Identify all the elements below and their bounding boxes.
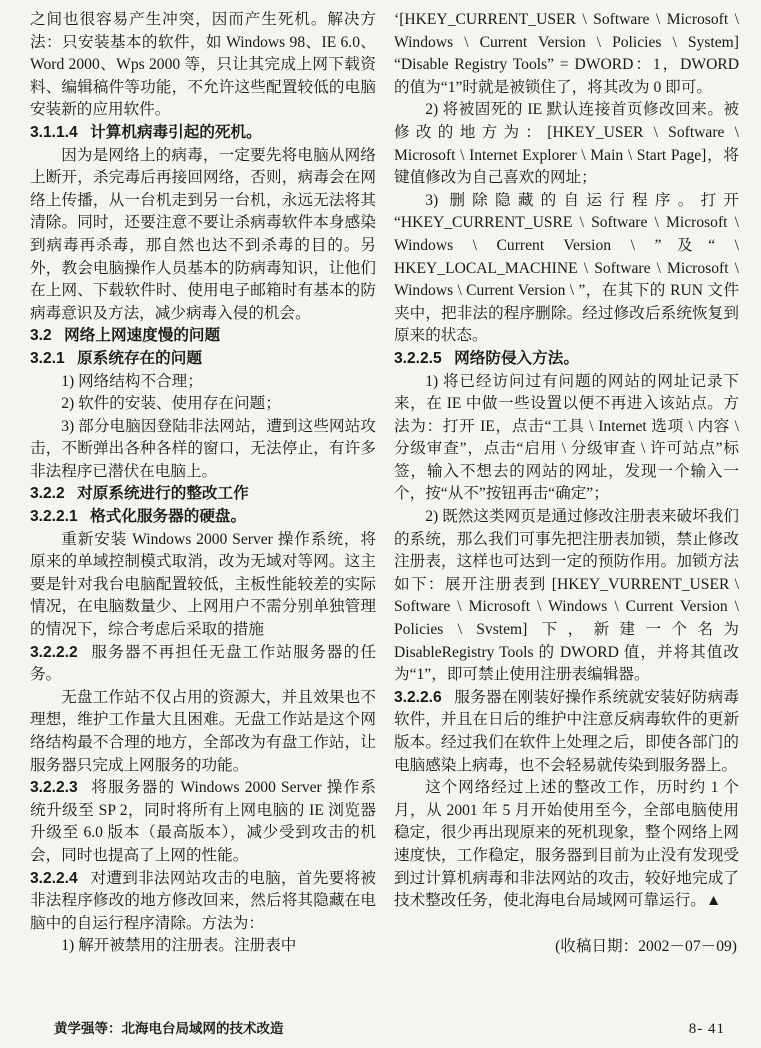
- text-run: 服务器不再担任无盘工作站服务器的任务。: [30, 643, 376, 684]
- section-number: 3.2: [30, 327, 52, 345]
- text-run: 2) 软件的安装、使用存在问题；: [61, 395, 281, 413]
- paragraph: [30, 393, 376, 416]
- section-heading: [30, 348, 376, 371]
- text-run: 无盘工作站不仅占用的资源大，并且效果也不理想，维护工作量大且困难。无盘工作站是这个网络结构最不合理的地方，全部改为有盘工作站，让服务器只完成上网服务的功能。: [30, 688, 376, 774]
- paragraph: [30, 371, 376, 394]
- paragraph: [30, 416, 376, 484]
- paragraph: [394, 99, 739, 189]
- text-run: 对遭到非法网站攻击的电脑，首先要将被非法程序修改的地方修改回来，然后将其隐藏在电脑中的自运行程序清除。方法为：: [30, 869, 376, 932]
- left-column: [30, 9, 376, 958]
- section-heading: [30, 642, 376, 687]
- section-heading: [30, 483, 376, 506]
- section-number: 3.2.1: [30, 349, 65, 367]
- text-run: 网络上网速度慢的问题: [64, 327, 221, 345]
- text-run: 之间也很容易产生冲突，因而产生死机。解决方法：只安装基本的软件，如 Windows 98、IE 6.0、Word 2000、Wps 2000 等，只让其完成上网下载资料、编辑稿件等功能，不允许这些配置较低的电脑安装新的应用软件。: [30, 11, 376, 119]
- footer-page-number: 8- 41: [688, 1021, 725, 1037]
- paragraph: [394, 9, 739, 99]
- text-columns: [30, 9, 739, 958]
- text-run: 1) 网络结构不合理；: [61, 372, 203, 390]
- text-run: 3) 部分电脑因登陆非法网站，遭到这些网站攻击，不断弹出各种各样的窗口，无法停止，有许多非法程序已潜伏在电脑上。: [30, 417, 376, 480]
- text-run: 这个网络经过上述的整改工作，历时约 1 个月，从 2001 年 5 月开始使用至今，全部电脑使用稳定，很少再出现原来的死机现象，整个网络上网速度快，工作稳定，服务器到目前为止没有发现受到过计算机病毒和非法网站的攻击，较好地完成了技术整改任务，使北海电台局域网可靠运行。▲: [394, 779, 739, 910]
- paragraph: [30, 935, 376, 958]
- text-run: 原系统存在的问题: [77, 349, 202, 367]
- section-heading: [394, 687, 739, 777]
- section-heading: [30, 506, 376, 529]
- paragraph: [394, 936, 739, 959]
- paragraph: [394, 190, 739, 348]
- section-number: 3.2.2.3: [30, 779, 78, 797]
- text-run: 3) 删除隐藏的自运行程序。打开 “HKEY_CURRENT_USRE \ Software \ Microsoft \ Windows \ Current Version \ ”及“ \ HKEY_LOCAL_MACHINE \ Software \ Microsoft \ Windows \ Current Version \ ”，在其下的 RUN 文件夹中，把非法的程序删除。经过修改后系统恢复到原来的状态。: [394, 191, 739, 345]
- section-heading: [30, 122, 376, 145]
- right-column: [394, 9, 739, 958]
- text-run: 1) 解开被禁用的注册表。注册表中: [61, 937, 297, 955]
- text-run: 2) 既然这类网页是通过修改注册表来破坏我们的系统，那么我们可事先把注册表加锁，禁止修改注册表，这样也可达到一定的预防作用。加锁方法如下：展开注册表到 [HKEY_VURRENT_USER \ Software \ Microsoft \ Windows \ Current Version \ Policies \ Svstem] 下，新建一个名为 DisableRegistry Tools 的 DWORD 值，并将其值改为“1”，即可禁止使用注册表编辑器。: [394, 508, 739, 684]
- section-heading: [394, 348, 739, 371]
- section-heading: [30, 777, 376, 867]
- text-run: 1) 将已经访问过有问题的网站的网址记录下来，在 IE 中做一些设置以便不再进入该站点。方法为：打开 IE，点击“工具 \ Internet 选项 \ 内容 \ 分级审查”，点击“启用 \ 分级审查 \ 许可站点”标签，输入不想去的网站的网址，发现一个输入一个，按“从不”按钮再击“确定”；: [394, 372, 739, 503]
- text-run: 格式化服务器的硬盘。: [90, 508, 247, 526]
- text-run: (收稿日期：2002－07－09): [555, 937, 737, 955]
- paragraph: [394, 371, 739, 507]
- text-run: 2) 将被固死的 IE 默认连接首页修改回来。被修改的地方为：[HKEY_USER \ Software \ Microsoft \ Internet Explorer \ Main \ Start Page]，将键值修改为自己喜欢的网址；: [394, 101, 739, 187]
- text-run: 服务器在刚装好操作系统就安装好防病毒软件，并且在日后的维护中注意反病毒软件的更新版本。经过我们在软件上处理之后，即使各部门的电脑感染上病毒，也不会轻易就传染到服务器上。: [394, 688, 739, 774]
- section-heading: [30, 868, 376, 936]
- paragraph: [30, 687, 376, 777]
- footer-running-title: 黄学强等：北海电台局域网的技术改造: [54, 1021, 284, 1036]
- section-number: 3.2.2.5: [394, 349, 442, 367]
- section-number: 3.2.2.6: [394, 688, 442, 706]
- paragraph: [394, 777, 739, 913]
- section-number: 3.1.1.4: [30, 123, 78, 141]
- text-run: 因为是网络上的病毒，一定要先将电脑从网络上断开，杀完毒后再接回网络，否则，病毒会在网络上传播，从一台机走到另一台机，永远无法将其清除。同时，还要注意不要让杀病毒软件本身感染到病毒再杀毒，那自然也达不到杀毒的目的。另外，教会电脑操作人员基本的防病毒知识，让他们在上网、下载软件时、使用电子邮箱时有基本的防病毒意识及方法，减少病毒入侵的机会。: [30, 146, 376, 322]
- paragraph: [394, 506, 739, 687]
- paragraph: [30, 9, 376, 122]
- text-run: 重新安装 Windows 2000 Server 操作系统，将原来的单域控制模式取消，改为无域对等网。这主要是针对我台电脑配置较低，主板性能较差的实际情况，在电脑数量少、上网用户不需分别单独管理的情况下，综合考虑后采取的措施: [30, 530, 376, 639]
- text-run: 计算机病毒引起的死机。: [90, 123, 262, 141]
- section-heading: [30, 325, 376, 348]
- page-footer: [54, 1017, 725, 1038]
- section-number: 3.2.2.2: [30, 643, 78, 661]
- text-run: 对原系统进行的整改工作: [77, 485, 249, 503]
- paragraph: [30, 529, 376, 642]
- section-number: 3.2.2.4: [30, 869, 78, 887]
- section-number: 3.2.2: [30, 485, 65, 503]
- text-run: 将服务器的 Windows 2000 Server 操作系统升级至 SP 2，同时将所有上网电脑的 IE 浏览器升级至 6.0 版本（最高版本），减少受到攻击的机会，同时也提高了上网的性能。: [30, 779, 376, 864]
- section-number: 3.2.2.1: [30, 508, 78, 526]
- paragraph: [30, 145, 376, 326]
- text-run: ‘[HKEY_CURRENT_USER \ Software \ Microsoft \ Windows \ Current Version \ Policies \ System] “Disable Registry Tools” = DWORD：1，DWORD 的值为“1”时就是被锁住了，将其改为 0 即可。: [394, 11, 739, 96]
- text-run: 网络防侵入方法。: [454, 349, 579, 367]
